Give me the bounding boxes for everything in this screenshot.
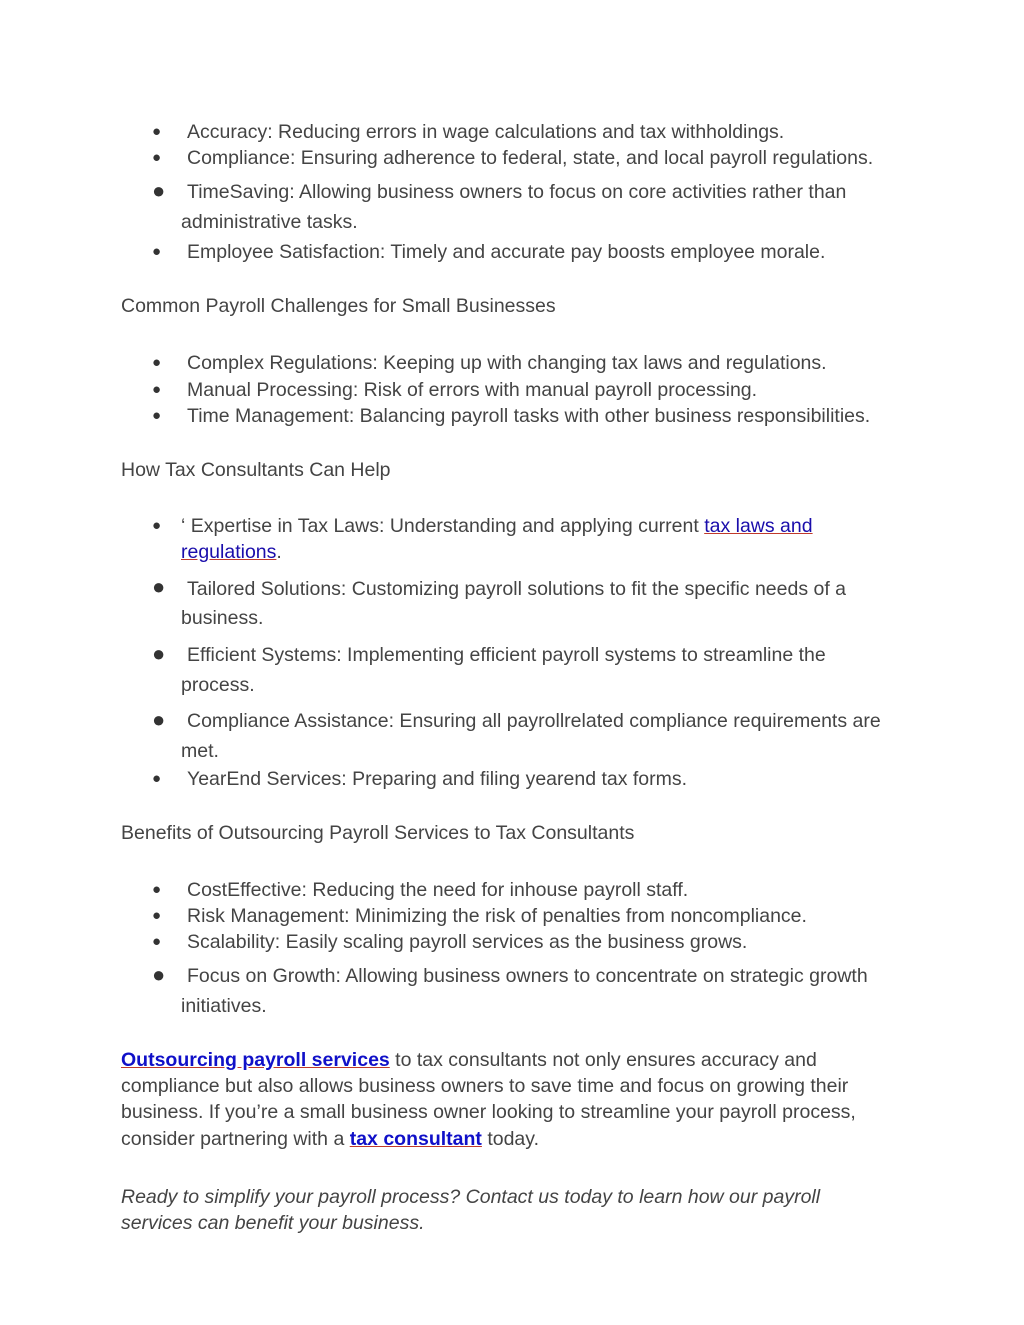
tax-consultant-link[interactable]: tax consultant — [349, 1128, 482, 1150]
bullet-icon: ● — [152, 574, 166, 599]
outsourcing-payroll-link[interactable]: Outsourcing payroll services — [121, 1049, 390, 1071]
list-item: Risk Management: Minimizing the risk of penalties from noncompliance. — [187, 905, 807, 927]
list-item: CostEffective: Reducing the need for inhouse payroll staff. — [187, 879, 689, 901]
section-heading: Common Payroll Challenges for Small Businesses — [121, 295, 556, 317]
bullet-icon: ● — [152, 178, 166, 203]
list-item-continuation: administrative tasks. — [181, 211, 358, 233]
list-item: TimeSaving: Allowing business owners to focus on core activities rather than — [187, 181, 847, 203]
conclusion-line — [121, 1048, 817, 1072]
list-item: Manual Processing: Risk of errors with manual payroll processing. — [187, 379, 758, 401]
bullet-icon: ● — [152, 641, 166, 666]
conclusion-line — [121, 1127, 539, 1151]
conclusion-text: consider partnering with a — [121, 1128, 350, 1150]
bullet-icon: ● — [152, 933, 162, 950]
list-item: Employee Satisfaction: Timely and accurate pay boosts employee morale. — [187, 241, 826, 263]
list-item: Tailored Solutions: Customizing payroll solutions to fit the specific needs of a — [187, 578, 847, 600]
list-item: YearEnd Services: Preparing and filing yearend tax forms. — [187, 768, 688, 790]
bullet-icon: ● — [152, 149, 162, 166]
bullet-icon: ● — [152, 707, 166, 732]
list-item-continuation: process. — [181, 674, 255, 696]
bullet-icon: ● — [152, 381, 162, 398]
list-item-continuation — [181, 540, 282, 564]
conclusion-text: today. — [481, 1128, 539, 1150]
bullet-icon: ● — [152, 881, 162, 898]
bullet-icon: ● — [152, 407, 162, 424]
conclusion-line: compliance but also allows business owners to save time and focus on growing their — [121, 1075, 849, 1097]
list-item: Compliance: Ensuring adherence to federal, state, and local payroll regulations. — [187, 147, 874, 169]
cta-line: Ready to simplify your payroll process? Contact us today to learn how our payroll — [121, 1186, 821, 1208]
list-item-text: . — [276, 541, 282, 563]
list-item: Efficient Systems: Implementing efficient payroll systems to streamline the — [187, 644, 826, 666]
list-item: Focus on Growth: Allowing business owners to concentrate on strategic growth — [187, 965, 868, 987]
bullet-icon: ● — [152, 243, 162, 260]
bullet-icon: ● — [152, 123, 162, 140]
list-item-text: ‘ Expertise in Tax Laws: Understanding and applying current — [181, 515, 705, 537]
bullet-icon: ● — [152, 770, 162, 787]
cta-line: services can benefit your business. — [121, 1212, 425, 1234]
list-item: Scalability: Easily scaling payroll services as the business grows. — [187, 931, 748, 953]
section-heading: Benefits of Outsourcing Payroll Services to Tax Consultants — [121, 822, 635, 844]
list-item-continuation: initiatives. — [181, 995, 267, 1017]
regulations-link[interactable]: regulations — [181, 541, 277, 563]
bullet-icon: ● — [152, 907, 162, 924]
list-item: Complex Regulations: Keeping up with changing tax laws and regulations. — [187, 352, 827, 374]
tax-laws-link[interactable]: tax laws and — [704, 515, 813, 537]
bullet-icon: ● — [152, 517, 162, 534]
section-heading: How Tax Consultants Can Help — [121, 459, 391, 481]
list-item-continuation: business. — [181, 607, 264, 629]
list-item: Time Management: Balancing payroll tasks with other business responsibilities. — [187, 405, 871, 427]
list-item-continuation: met. — [181, 740, 219, 762]
list-item — [181, 514, 813, 538]
list-item: Accuracy: Reducing errors in wage calculations and tax withholdings. — [187, 121, 785, 143]
bullet-icon: ● — [152, 354, 162, 371]
bullet-icon: ● — [152, 962, 166, 987]
conclusion-line: business. If you’re a small business owner looking to streamline your payroll process, — [121, 1101, 856, 1123]
conclusion-text: to tax consultants not only ensures accuracy and — [389, 1049, 817, 1071]
list-item: Compliance Assistance: Ensuring all payrollrelated compliance requirements are — [187, 710, 881, 732]
